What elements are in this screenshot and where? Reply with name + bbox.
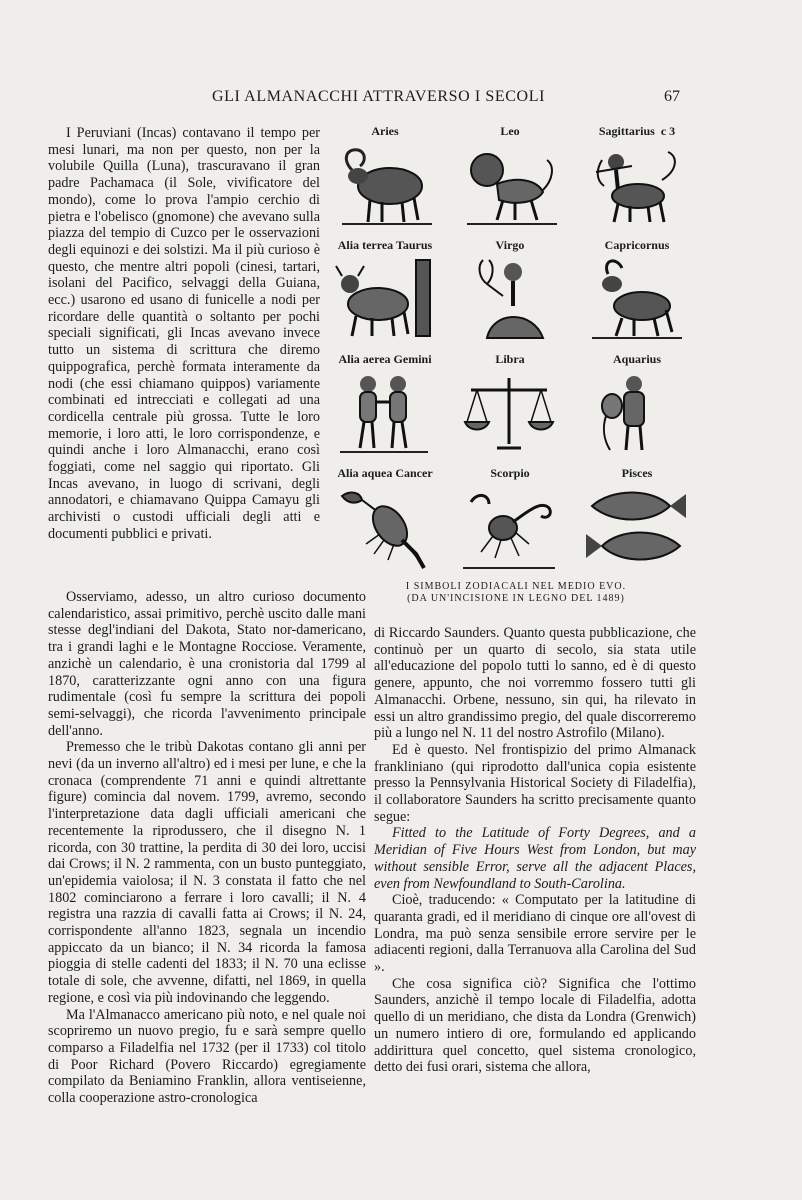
paragraph-dakota: Osserviamo, adesso, un altro curioso documento calendaristico, assai primitivo, perchè uscito dalle mani stesse degl'indiani del Dakota, Stato nor-damericano, tra i grandi laghi e le Montagne Rocciose. Veramente, anzichè un calendario, è una cronistoria dal 1799 al 1870, caratterizzante ogni anno con una figura rudimentale (così fu sempre la scrittura dei popoli semi-selvaggi), che ricorda l'avvenimento principale dell'anno. — [48, 589, 366, 739]
label-sagittarius — [576, 124, 698, 139]
label-aries: Aries — [371, 124, 399, 138]
goat-figure-icon — [582, 254, 686, 342]
centaur-archer-icon — [582, 140, 686, 228]
page-header — [0, 88, 802, 112]
left-column-top — [48, 125, 320, 543]
zodiac-capricornus — [576, 238, 698, 346]
label-pisces: Pisces — [621, 466, 653, 480]
label-taurus: Alia terrea Taurus — [337, 238, 433, 252]
label-virgo: Virgo — [495, 238, 525, 252]
caption-line-1: I SIMBOLI ZODIACALI NEL MEDIO EVO. — [405, 581, 627, 592]
paragraph-poor-richard: Ma l'Almanacco americano più noto, e nel quale noi scopriremo un nuovo pregio, fu e sarà sempre quello comparso a Filadelfia nel 1732 (per il 1733) col titolo di Poor Richard (Povero Riccardo) egregiamente compilato da Beniamino Franklin, allora ventiseienne, colla cooperazione astro-cronologica — [48, 1006, 366, 1107]
twins-figure-icon — [332, 368, 436, 456]
label-sagittarius-text: Sagittarius — [598, 124, 655, 138]
zodiac-virgo — [451, 238, 569, 346]
zodiac-aries — [326, 124, 444, 232]
scorpion-figure-icon — [457, 482, 561, 574]
paragraph-english-quote: Fitted to the Latitude of Forty Degrees, and a Meridian of Five Hours West from London, but may without sensible Error, serve all the adjacent Places, even from Newfoundland to South-Carolina. — [374, 825, 696, 892]
zodiac-cancer — [326, 466, 444, 576]
crayfish-figure-icon — [332, 482, 436, 574]
caption-line-2: (DA UN'INCISIONE IN LEGNO DEL 1489) — [407, 593, 625, 604]
scales-figure-icon — [457, 368, 561, 456]
water-bearer-icon — [582, 368, 686, 456]
zodiac-woodcut-illustration — [326, 124, 698, 574]
zodiac-gemini — [326, 352, 444, 460]
paragraph-meaning: Che cosa significa ciò? Significa che l'ottimo Saunders, anzichè il tempo locale di Filadelfia, adotta quello di un meridiano, che dista da Londra (Grenwich) un numero intiero di ore, formulando ed applicando addirittura quel concetto, quel sistema cronologico, detto dei fusi orari, sistema che allora, — [374, 975, 696, 1076]
paragraph-saunders: di Riccardo Saunders. Quanto questa pubblicazione, che continuò per un quarto di secolo, sia stata utile all'educazione del popolo tutti lo sanno, ed è di questo genere, appunto, che noi vorremmo fossero tutti gli Almanacchi. Orbene, nessuno, sin qui, ha rilevato in essi un altro grandissimo pregio, del quale discorreremo più a lungo nel N. 11 del nostro Astrofilo (Milano). — [374, 625, 696, 742]
zodiac-leo — [451, 124, 569, 232]
paragraph-translation: Cioè, traducendo: « Computato per la latitudine di quaranta gradi, ed il meridiano di cinque ore all'ovest di Londra, ma può senza sensibile errore servire per le adiacenti regioni, dalla Terranuova alla Carolina del Sud ». — [374, 892, 696, 976]
right-column — [374, 625, 696, 1076]
zodiac-scorpio — [451, 466, 569, 576]
zodiac-pisces — [576, 466, 698, 576]
fishes-figure-icon — [582, 482, 690, 574]
label-gemini: Alia aerea Gemini — [338, 352, 432, 366]
label-leo: Leo — [500, 124, 520, 138]
maiden-figure-icon — [457, 254, 561, 342]
zodiac-libra — [451, 352, 569, 460]
illustration-caption — [374, 581, 658, 605]
zodiac-sagittarius — [576, 124, 698, 232]
label-sagittarius-mark: c 3 — [660, 124, 676, 138]
bull-figure-icon — [332, 254, 436, 342]
page-number: 67 — [664, 88, 680, 105]
zodiac-aquarius — [576, 352, 698, 460]
label-scorpio: Scorpio — [490, 466, 530, 480]
zodiac-taurus — [326, 238, 444, 346]
paragraph-dakota-chronicle: Premesso che le tribù Dakotas contano gli anni per nevi (da un inverno all'altro) ed i mesi per lune, e che la cronaca (comprendente 71 anni e quindi altrettante figure) comincia dal novem. 1799, avremo, secondo l'interpretazione data dagli ufficiali americani che recentemente la riprodussero, che il disegno N. 1 ricorda, con 30 trattine, la perdita di 30 dei loro, uccisi dai Crows; il N. 2 rammenta, con un busto punteggiato, un'epidemia vaiolosa; il N. 3 constata il fatto che nel 1802 cominciarono a ferrare i loro cavalli; il N. 4 registra una razzia di cavalli fatta ai Crows; il N. 24, corrispondente all'anno 1823, segnala un incendio appiccato da un bianco; il N. 34 ricorda la famosa pioggia di stelle cadenti del 1833; il N. 70 una eclisse totale di sole, che avvenne, difatti, nel 1869, in quella regione, e così via più indovinando che leggendo. — [48, 739, 366, 1006]
left-column-bottom — [48, 589, 366, 1107]
lion-figure-icon — [457, 140, 561, 228]
paragraph-frontispiece: Ed è questo. Nel frontispizio del primo Almanack frankliniano (qui riprodotto dall'unica copia esistente presso la Pennsylvania Historical Society di Filadelfia), il collaboratore Saunders ha scritto precisamente quanto segue: — [374, 741, 696, 825]
label-libra: Libra — [495, 352, 525, 366]
label-aquarius: Aquarius — [612, 352, 662, 366]
running-title: GLI ALMANACCHI ATTRAVERSO I SECOLI — [212, 88, 546, 105]
ram-figure-icon — [332, 140, 436, 228]
paragraph-incas: I Peruviani (Incas) contavano il tempo per mesi lunari, ma non per questo, non per la volubile Quilla (Luna), trascuravano il gran padre Pachamaca (il Sole, vivificatore del mondo), come lo prova l'ampio cerchio di pietra e l'obelisco (gnomone) che avevano sulla piazza del tempio di Cuzco per le osservazioni degli equinozi e dei solstizi. Ma il più curioso è questo, che mentre altri popoli (cinesi, tartari, isolani del Pacifico, selvaggi della Guiana, ecc.) usarono ed usano di funicelle a nodi per ricordare delle quantità o soltanto per pochi speciali significati, gli Incas avevano invece tutto un sistema di scrittura che diremo quippografica, perchè formata interamente da nodi (che essi chiamano quippos) variamente combinati ed intrecciati e collegati ad una cordicella centrale più grossa. Tutte le loro memorie, i loro atti, le loro corrispondenze, e quindi anche i loro Almanacchi, erano così foggiati, come nel saggio qui riportato. Gli Incas avevano, in luogo di scrivani, degli annodatori, e chiamavano Quippa Camayu gli archivisti o custodi ufficiali degli atti e documenti pubblici e privati. — [48, 125, 320, 542]
label-capricornus: Capricornus — [604, 238, 670, 252]
label-cancer: Alia aquea Cancer — [337, 466, 433, 480]
